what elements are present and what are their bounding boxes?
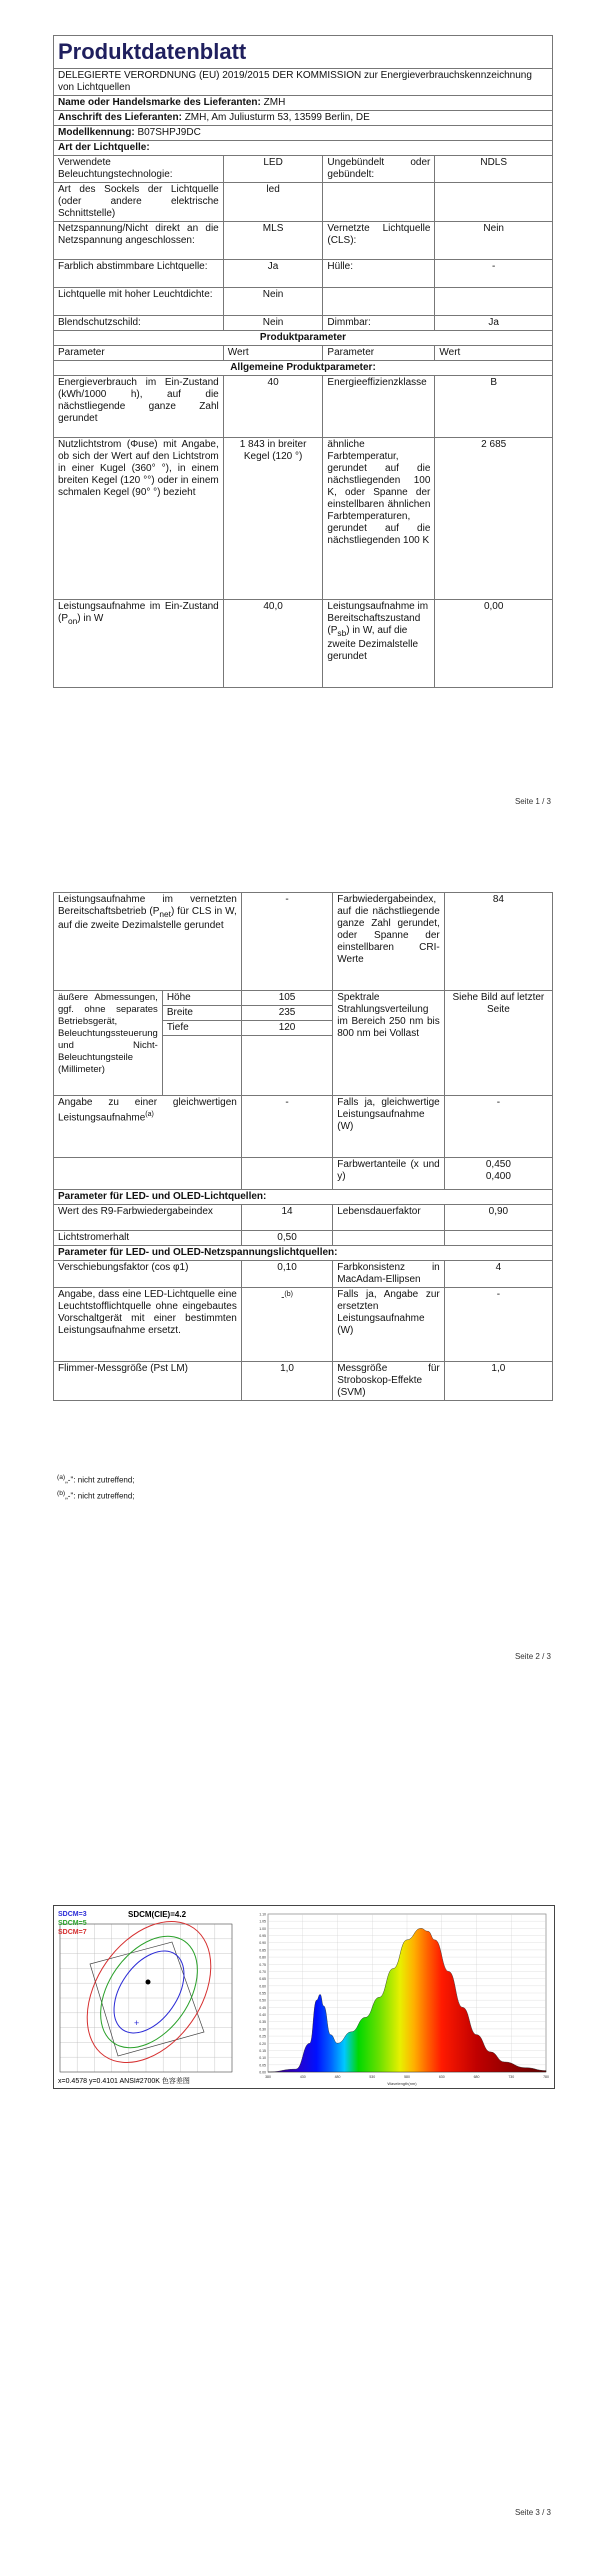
param-value: - xyxy=(241,1096,332,1158)
param-value: 0,450 0,400 xyxy=(444,1158,552,1190)
column-header-row xyxy=(54,346,553,361)
y-tick-label: 0.10 xyxy=(259,2056,266,2061)
sdcm-ellipse-chart xyxy=(54,1906,239,2088)
param-value: 0,10 xyxy=(241,1261,332,1288)
param-label: Energieeffizienzklasse xyxy=(323,376,435,438)
param-value: Ja xyxy=(223,260,323,288)
y-tick-label: 1.00 xyxy=(259,1926,266,1931)
y-tick-label: 0.95 xyxy=(259,1934,266,1939)
param-label: Hülle: xyxy=(323,260,435,288)
param-value: MLS xyxy=(223,222,323,260)
y-tick-label: 1.10 xyxy=(259,1912,266,1917)
mls-params-heading: Parameter für LED- und OLED-Netzspannungslichtquellen: xyxy=(54,1246,553,1261)
param-value: LED xyxy=(223,156,323,183)
table-row xyxy=(54,1205,553,1231)
param-value: Nein xyxy=(223,316,323,331)
y-tick-label: 0.80 xyxy=(259,1955,266,1960)
legend-entry: SDCM=5 xyxy=(58,1920,87,1927)
x-tick-label: 730 xyxy=(508,2075,515,2079)
empty-cell xyxy=(444,1231,552,1246)
x-tick-label: 680 xyxy=(473,2075,480,2079)
empty-cell xyxy=(323,183,435,222)
table-row xyxy=(54,222,553,260)
column-header-param: Parameter xyxy=(323,346,435,361)
y-tick-label: 0.55 xyxy=(259,1991,266,1996)
x-tick-label: 380 xyxy=(265,2075,271,2079)
supplier-address-row xyxy=(54,111,553,126)
y-tick-label: 0.45 xyxy=(259,2005,266,2010)
column-header-param: Parameter xyxy=(54,346,224,361)
x-tick-label: 580 xyxy=(404,2075,410,2079)
table-row xyxy=(54,183,553,222)
y-tick-label: 0.15 xyxy=(259,2048,266,2053)
param-value: - xyxy=(444,1096,552,1158)
product-params-heading: Produktparameter xyxy=(54,331,553,346)
table-row xyxy=(54,438,553,600)
led-params-heading: Parameter für LED- und OLED-Lichtquellen: xyxy=(54,1190,553,1205)
empty-cell xyxy=(435,183,553,222)
column-header-value: Wert xyxy=(435,346,553,361)
table-row xyxy=(54,1231,553,1246)
table-row xyxy=(54,893,553,991)
param-label: Leistungsaufnahme im vernetzten Bereitschaftsbetrieb $(P_{net})$ für CLS in W, auf die zweite Dezimalstelle gerundet xyxy=(54,893,242,991)
param-value: 40 xyxy=(223,376,323,438)
x-tick-label: 480 xyxy=(334,2075,341,2079)
supplier-name-value: ZMH xyxy=(263,97,286,108)
empty-cell xyxy=(54,1158,242,1190)
param-value: Nein xyxy=(435,222,553,260)
param-label: Energieverbrauch im Ein-Zustand (kWh/1000 h), auf die nächstliegende ganze Zahl gerundet xyxy=(54,376,224,438)
param-label: Ungebündelt oder gebündelt: xyxy=(323,156,435,183)
table-row xyxy=(54,1096,553,1158)
measured-point: + xyxy=(134,2018,140,2028)
dimension-key: Breite xyxy=(162,1006,241,1021)
footnote-b: $^{(b)}$„-": nicht zutreffend; xyxy=(57,1490,135,1501)
param-label: Leistungsaufnahme im Ein-Zustand $(P_{on})$ in W xyxy=(54,600,224,688)
x-tick-label: 630 xyxy=(438,2075,445,2079)
param-value: Siehe Bild auf letzter Seite xyxy=(444,991,552,1096)
y-tick-label: 0.30 xyxy=(259,2027,266,2032)
empty-cell xyxy=(435,288,553,316)
model-value: B07SHPJ9DC xyxy=(137,127,201,138)
y-tick-label: 0.90 xyxy=(259,1941,266,1946)
page-title: Produktdatenblatt xyxy=(54,36,553,69)
param-value: 84 xyxy=(444,893,552,991)
param-label: Spektrale Strahlungsverteilung im Bereich 250 nm bis 800 nm bei Vollast xyxy=(333,991,445,1096)
regulation-text: DELEGIERTE VERORDNUNG (EU) 2019/2015 DER KOMMISSION zur Energieverbrauchskennzeichnung von Lichtquellen xyxy=(54,69,553,96)
spectrum-figure xyxy=(53,1905,555,2089)
y-tick-label: 0.70 xyxy=(259,1969,266,1974)
datasheet-table-page1 xyxy=(53,35,553,688)
param-value: B xyxy=(435,376,553,438)
model-label: Modellkennung: xyxy=(58,127,135,138)
page-number: Seite 1 / 3 xyxy=(514,797,551,806)
chart-title: SDCM(CIE)=4.2 xyxy=(128,1910,187,1919)
target-point xyxy=(146,1980,151,1985)
param-value: - xyxy=(435,260,553,288)
param-value: NDLS xyxy=(435,156,553,183)
x-tick-label: 530 xyxy=(369,2075,376,2079)
table-row xyxy=(54,1288,553,1362)
y-tick-label: 0.85 xyxy=(259,1948,266,1953)
y-tick-label: 0.75 xyxy=(259,1962,266,1967)
y-tick-label: 0.25 xyxy=(259,2034,266,2039)
param-value: led xyxy=(223,183,323,222)
supplier-name-row xyxy=(54,96,553,111)
param-label: Falls ja, gleichwertige Leistungsaufnahme (W) xyxy=(333,1096,445,1158)
legend-entry: SDCM=7 xyxy=(58,1929,87,1936)
param-label: Wert des R9-Farbwiedergabeindex xyxy=(54,1205,242,1231)
empty-cell xyxy=(333,1231,445,1246)
param-label: Flimmer-Messgröße (Pst LM) xyxy=(54,1362,242,1401)
dimension-key: Höhe xyxy=(162,991,241,1006)
param-label: Verwendete Beleuchtungstechnologie: xyxy=(54,156,224,183)
dimension-value: 120 xyxy=(241,1021,332,1036)
y-tick-label: 0.50 xyxy=(259,1998,266,2003)
param-label: Verschiebungsfaktor (cos φ1) xyxy=(54,1261,242,1288)
y-tick-label: 0.00 xyxy=(259,2070,266,2075)
param-value: -$^{(b)}$ xyxy=(241,1288,332,1362)
param-label: Leistungsaufnahme im Bereitschaftszustand $(P_{sb})$ in W, auf die zweite Dezimalstelle gerundet xyxy=(323,600,435,688)
dimension-key: Tiefe xyxy=(162,1021,241,1036)
param-value: Ja xyxy=(435,316,553,331)
y-tick-label: 0.60 xyxy=(259,1984,266,1989)
page-number: Seite 3 / 3 xyxy=(514,2508,551,2517)
general-params-heading: Allgemeine Produktparameter: xyxy=(54,361,553,376)
light-source-heading: Art der Lichtquelle: xyxy=(54,141,553,156)
table-row xyxy=(54,316,553,331)
dimensions-label: äußere Abmessungen, ggf. ohne separates Betriebsgerät, Beleuchtungssteuerung und Nicht-Beleuchtungsteile (Millimeter) xyxy=(54,991,163,1096)
param-value: 0,00 xyxy=(435,600,553,688)
table-row xyxy=(54,1261,553,1288)
x-tick-label: 430 xyxy=(299,2075,306,2079)
empty-cell xyxy=(241,1036,332,1096)
param-value: 1,0 xyxy=(241,1362,332,1401)
supplier-address-value: ZMH, Am Juliusturm 53, 13599 Berlin, DE xyxy=(184,112,370,123)
y-tick-label: 0.05 xyxy=(259,2063,266,2068)
table-row xyxy=(54,1362,553,1401)
empty-cell xyxy=(323,288,435,316)
param-value: 40,0 xyxy=(223,600,323,688)
param-label: Lichtquelle mit hoher Leuchtdichte: xyxy=(54,288,224,316)
param-label: Netzspannung/Nicht direkt an die Netzspannung angeschlossen: xyxy=(54,222,224,260)
param-value: 0,50 xyxy=(241,1231,332,1246)
param-label: Lebensdauerfaktor xyxy=(333,1205,445,1231)
y-tick-label: 0.40 xyxy=(259,2013,266,2018)
x-tick-label: 780 xyxy=(543,2075,549,2079)
y-tick-label: 1.05 xyxy=(259,1919,266,1924)
table-row xyxy=(54,991,553,1006)
supplier-name-label: Name oder Handelsmarke des Lieferanten: xyxy=(58,97,261,108)
param-label: Angabe zu einer gleichwertigen Leistungsaufnahme$^{(a)}$ xyxy=(54,1096,242,1158)
param-value: 14 xyxy=(241,1205,332,1231)
param-label: Farbwiedergabeindex, auf die nächstliegende ganze Zahl gerundet, oder Spanne der einstellbaren CRI-Werte xyxy=(333,893,445,991)
param-label: Angabe, dass eine LED-Lichtquelle eine Leuchtstofflichtquelle ohne eingebautes Vorschaltgerät mit einer bestimmten Leistungsaufnahme ersetzt. xyxy=(54,1288,242,1362)
param-value: - xyxy=(241,893,332,991)
param-label: Farbkonsistenz in MacAdam-Ellipsen xyxy=(333,1261,445,1288)
dimension-value: 235 xyxy=(241,1006,332,1021)
param-value: 0,90 xyxy=(444,1205,552,1231)
param-label: Art des Sockels der Lichtquelle (oder andere elektrische Schnittstelle) xyxy=(54,183,224,222)
supplier-address-label: Anschrift des Lieferanten: xyxy=(58,112,182,123)
empty-cell xyxy=(241,1158,332,1190)
footnote-a: $^{(a)}$„-": nicht zutreffend; xyxy=(57,1474,135,1485)
x-axis-label: Wavelength(nm) xyxy=(387,2081,417,2086)
param-value: - xyxy=(444,1288,552,1362)
legend-entry: SDCM=3 xyxy=(58,1911,87,1918)
y-tick-label: 0.20 xyxy=(259,2041,266,2046)
column-header-value: Wert xyxy=(223,346,323,361)
table-row xyxy=(54,156,553,183)
param-label: Falls ja, Angabe zur ersetzten Leistungsaufnahme (W) xyxy=(333,1288,445,1362)
chart-readout: x=0.4578 y=0.4101 ANSI#2700K 色容差图 xyxy=(58,2078,190,2085)
model-row xyxy=(54,126,553,141)
param-label: Farblich abstimmbare Lichtquelle: xyxy=(54,260,224,288)
datasheet-table-page2 xyxy=(53,892,553,1401)
table-row xyxy=(54,288,553,316)
param-value: 1,0 xyxy=(444,1362,552,1401)
empty-cell xyxy=(162,1036,241,1096)
param-label: Lichtstromerhalt xyxy=(54,1231,242,1246)
table-row xyxy=(54,376,553,438)
table-row xyxy=(54,600,553,688)
y-tick-label: 0.35 xyxy=(259,2020,266,2025)
param-label: Nutzlichtstrom (Φuse) mit Angabe, ob sich der Wert auf den Lichtstrom in einer Kugel (360° °), in einem breiten Kegel (120 °°) oder in einem schmalen Kegel (90° °) bezieht xyxy=(54,438,224,600)
y-tick-label: 0.65 xyxy=(259,1977,266,1982)
param-label: Messgröße für Stroboskop-Effekte (SVM) xyxy=(333,1362,445,1401)
table-row xyxy=(54,1158,553,1190)
param-label: Farbwertanteile (x und y) xyxy=(333,1158,445,1190)
spectral-distribution-chart xyxy=(242,1906,552,2088)
param-value: 4 xyxy=(444,1261,552,1288)
param-label: Dimmbar: xyxy=(323,316,435,331)
param-value: 2 685 xyxy=(435,438,553,600)
param-label: ähnliche Farbtemperatur, gerundet auf die nächstliegenden 100 K, oder Spanne der einstellbaren ähnlichen Farbtemperaturen, gerundet auf die nächstliegenden 100 K xyxy=(323,438,435,600)
table-row xyxy=(54,260,553,288)
param-label: Blendschutzschild: xyxy=(54,316,224,331)
param-label: Vernetzte Lichtquelle (CLS): xyxy=(323,222,435,260)
param-value: Nein xyxy=(223,288,323,316)
param-value: 1 843 in breiter Kegel (120 °) xyxy=(223,438,323,600)
page-number: Seite 2 / 3 xyxy=(514,1652,551,1661)
dimension-value: 105 xyxy=(241,991,332,1006)
